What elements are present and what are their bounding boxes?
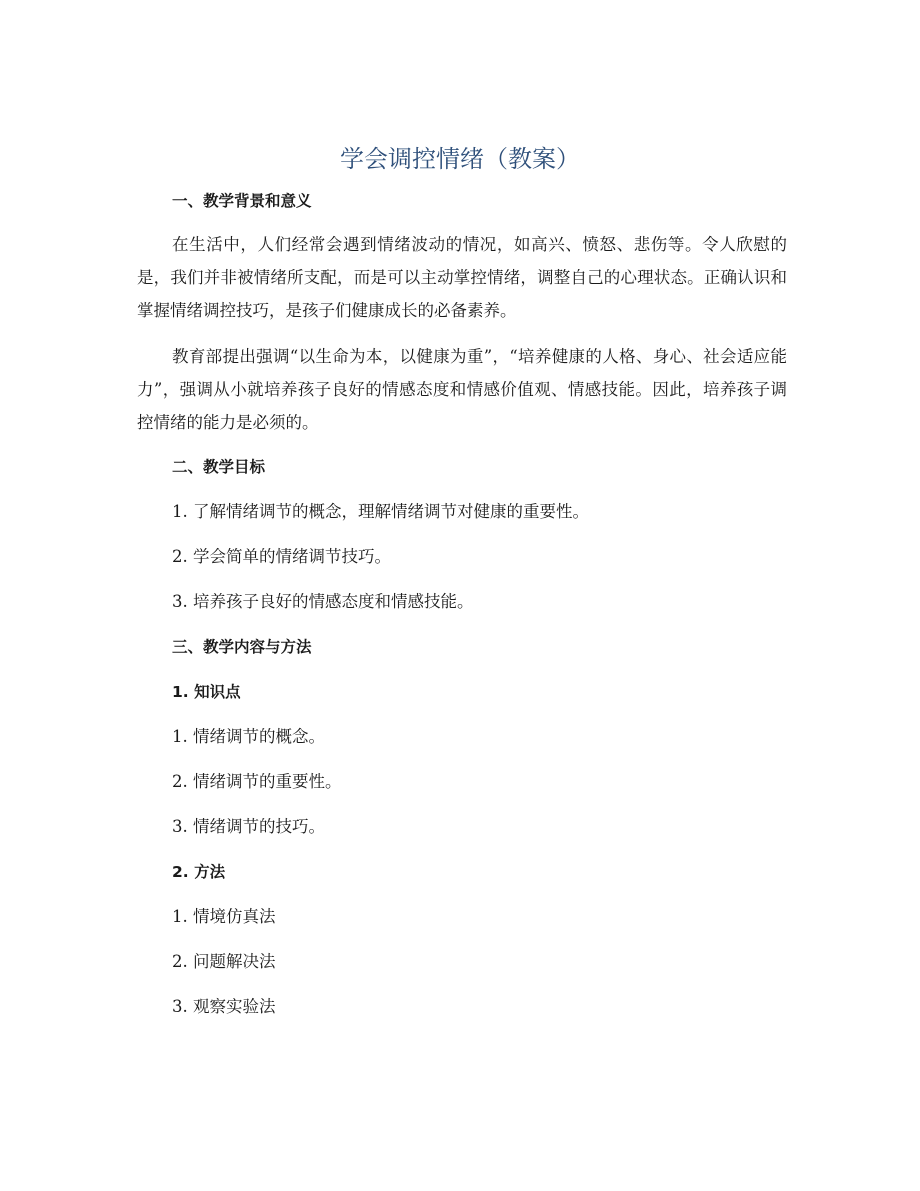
subsection-method-heading: 2. 方法 <box>172 863 226 881</box>
method-item: 1. 情境仿真法 <box>172 907 276 926</box>
method-item: 2. 问题解决法 <box>172 952 276 971</box>
method-item: 3. 观察实验法 <box>172 997 276 1016</box>
objective-item: 2. 学会简单的情绪调节技巧。 <box>172 547 391 566</box>
section-2-heading: 二、教学目标 <box>172 458 266 476</box>
subsection-knowledge-heading: 1. 知识点 <box>172 683 241 701</box>
section-1-paragraph-2: 教育部提出强调“以生命为本，以健康为重”，“培养健康的人格、身心、社会适应能力”，强调从小就培养孩子良好的情感态度和情感价值观、情感技能。因此，培养孩子调控情绪的能力是必须的。 <box>137 347 787 432</box>
section-1-heading: 一、教学背景和意义 <box>172 192 312 210</box>
objective-item: 1. 了解情绪调节的概念，理解情绪调节对健康的重要性。 <box>172 502 589 521</box>
section-3-heading: 三、教学内容与方法 <box>172 638 312 656</box>
knowledge-item: 2. 情绪调节的重要性。 <box>172 772 342 791</box>
knowledge-item: 1. 情绪调节的概念。 <box>172 727 325 746</box>
objective-item: 3. 培养孩子良好的情感态度和情感技能。 <box>172 592 474 611</box>
section-1-paragraph-1: 在生活中，人们经常会遇到情绪波动的情况，如高兴、愤怒、悲伤等。令人欣慰的是，我们并非被情绪所支配，而是可以主动掌控情绪，调整自己的心理状态。正确认识和掌握情绪调控技巧，是孩子们健康成长的必备素养。 <box>137 235 787 320</box>
knowledge-item: 3. 情绪调节的技巧。 <box>172 817 325 836</box>
document-title: 学会调控情绪（教案） <box>340 145 580 173</box>
